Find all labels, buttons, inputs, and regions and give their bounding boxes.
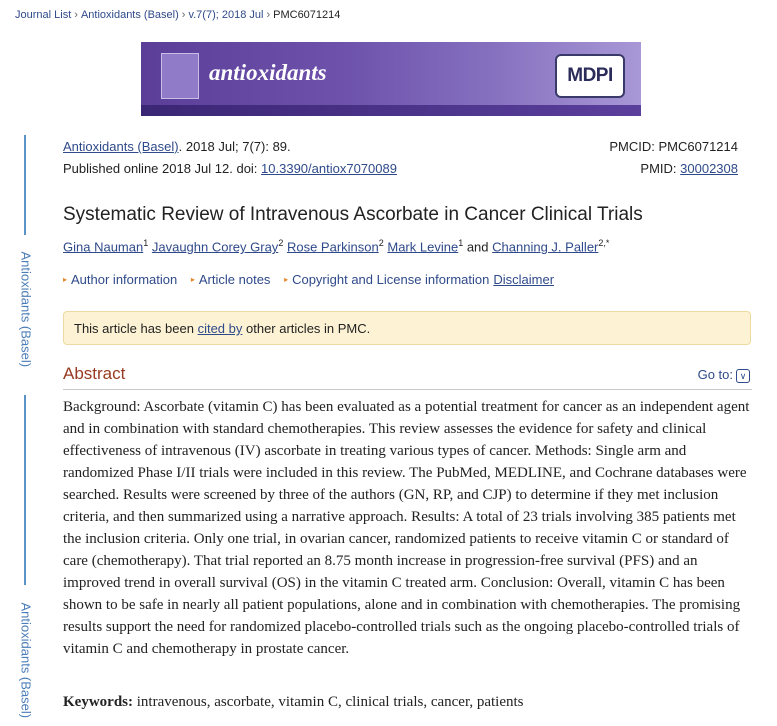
breadcrumb-journal[interactable]: Antioxidants (Basel) <box>80 9 179 21</box>
pmid-link[interactable]: 30002308 <box>680 161 738 176</box>
author-list <box>63 238 609 254</box>
author-link[interactable]: Rose Parkinson <box>286 239 379 255</box>
author-affiliation: 2,* <box>598 238 610 248</box>
breadcrumb-separator: › <box>74 9 78 21</box>
journal-banner[interactable] <box>141 42 641 116</box>
breadcrumb-separator: › <box>266 9 271 21</box>
rail-line <box>24 395 26 585</box>
author-link[interactable]: Mark Levine <box>387 239 459 255</box>
publisher-logo: MDPI <box>555 54 625 98</box>
article-title: Systematic Review of Intravenous Ascorbate in Cancer Clinical Trials <box>63 204 643 225</box>
triangle-right-icon: ▸ <box>284 275 289 284</box>
abstract-text: Background: Ascorbate (vitamin C) has been evaluated as a potential treatment for cancer as an independent agent and in combination with standard chemotherapies. This review assesses the evidence for safety and clinical effectiveness of intravenous (IV) ascorbate in treating various types of cancer. Methods: Single arm and randomized Phase I/II trials were included in this review. The PubMed, MEDLINE, and Cochrane databases were searched. Results were screened by three of the authors (GN, RP, and CJP) to determine if they met inclusion criteria, and then summarized using a narrative approach. Results: A total of 23 trials involving 385 patients met the inclusion criteria. Only one trial, in ovarian cancer, randomized patients to receive vitamin C or standard of care (chemotherapy). That trial reported an 8.75 month increase in progression-free survival (PFS) and an improved trend in overall survival (OS) in the vitamin C treated arm. Conclusion: Overall, vitamin C has been shown to be safe in nearly all patient populations, alone and in combination with chemotherapies. The promising results support the need for randomized placebo-controlled trials such as the ongoing placebo-controlled trials of vitamin C and chemotherapy in prostate cancer. <box>63 399 750 657</box>
keywords-list: intravenous, ascorbate, vitamin C, clinical trials, cancer, patients <box>136 694 524 710</box>
cited-by-notice <box>63 311 751 345</box>
goto-menu[interactable] <box>698 367 750 383</box>
citation-line <box>63 139 291 154</box>
keywords-label: Keywords: <box>63 694 133 710</box>
disclaimer-link[interactable]: Disclaimer <box>493 272 555 287</box>
author-link[interactable]: Javaughn Corey Gray <box>151 239 279 255</box>
rail-line <box>24 135 26 235</box>
journal-logo-text: antioxidants <box>209 60 327 85</box>
pmid <box>640 161 738 176</box>
published-text: Published online 2018 Jul 12. doi: <box>63 161 262 176</box>
breadcrumb-issue[interactable]: v.7(7); 2018 Jul <box>188 9 264 21</box>
published-line <box>63 161 397 176</box>
rail-label[interactable]: Antioxidants (Basel) <box>18 251 34 368</box>
notice-text-after: other articles in PMC. <box>242 321 371 336</box>
notice-text: This article has been <box>74 321 198 336</box>
author-information-toggle[interactable]: Author information <box>71 272 178 287</box>
cited-by-link[interactable]: cited by <box>197 321 243 336</box>
abstract-heading: Abstract <box>63 364 126 383</box>
triangle-right-icon: ▸ <box>63 275 68 284</box>
author-link[interactable]: Channing J. Paller <box>492 239 599 255</box>
breadcrumb-separator: › <box>181 9 186 21</box>
copyright-toggle[interactable]: Copyright and License information <box>292 272 490 287</box>
banner-band <box>141 105 641 116</box>
breadcrumb-current: PMC6071214 <box>273 9 341 21</box>
author-affiliation: 1 <box>458 238 464 248</box>
pmcid-label: PMCID: <box>609 139 659 154</box>
author-conjunction: and <box>466 239 489 255</box>
author-affiliation: 2 <box>278 238 284 248</box>
breadcrumb <box>15 9 340 21</box>
triangle-right-icon: ▸ <box>190 275 195 284</box>
pmid-label: PMID: <box>640 161 681 176</box>
chevron-down-icon[interactable]: ∨ <box>736 369 750 383</box>
rail-label[interactable]: Antioxidants (Basel) <box>18 602 34 719</box>
keywords <box>63 694 752 711</box>
side-rail <box>18 135 34 726</box>
pmcid-value: PMC6071214 <box>658 139 738 154</box>
article-meta-links <box>63 272 554 287</box>
author-affiliation: 2 <box>378 238 384 248</box>
bottle-logo-icon <box>161 53 199 99</box>
author-link[interactable]: Gina Nauman <box>63 239 144 255</box>
article-notes-toggle[interactable]: Article notes <box>198 272 271 287</box>
doi-link[interactable]: 10.3390/antiox7070089 <box>261 161 397 176</box>
journal-link[interactable]: Antioxidants (Basel) <box>63 139 179 154</box>
author-affiliation: 1 <box>143 238 149 248</box>
section-divider <box>63 389 752 390</box>
citation-details: . 2018 Jul; 7(7): 89. <box>178 139 291 154</box>
breadcrumb-journal-list[interactable]: Journal List <box>15 9 72 21</box>
goto-label[interactable]: Go to: <box>697 367 733 382</box>
pmcid <box>609 139 738 154</box>
